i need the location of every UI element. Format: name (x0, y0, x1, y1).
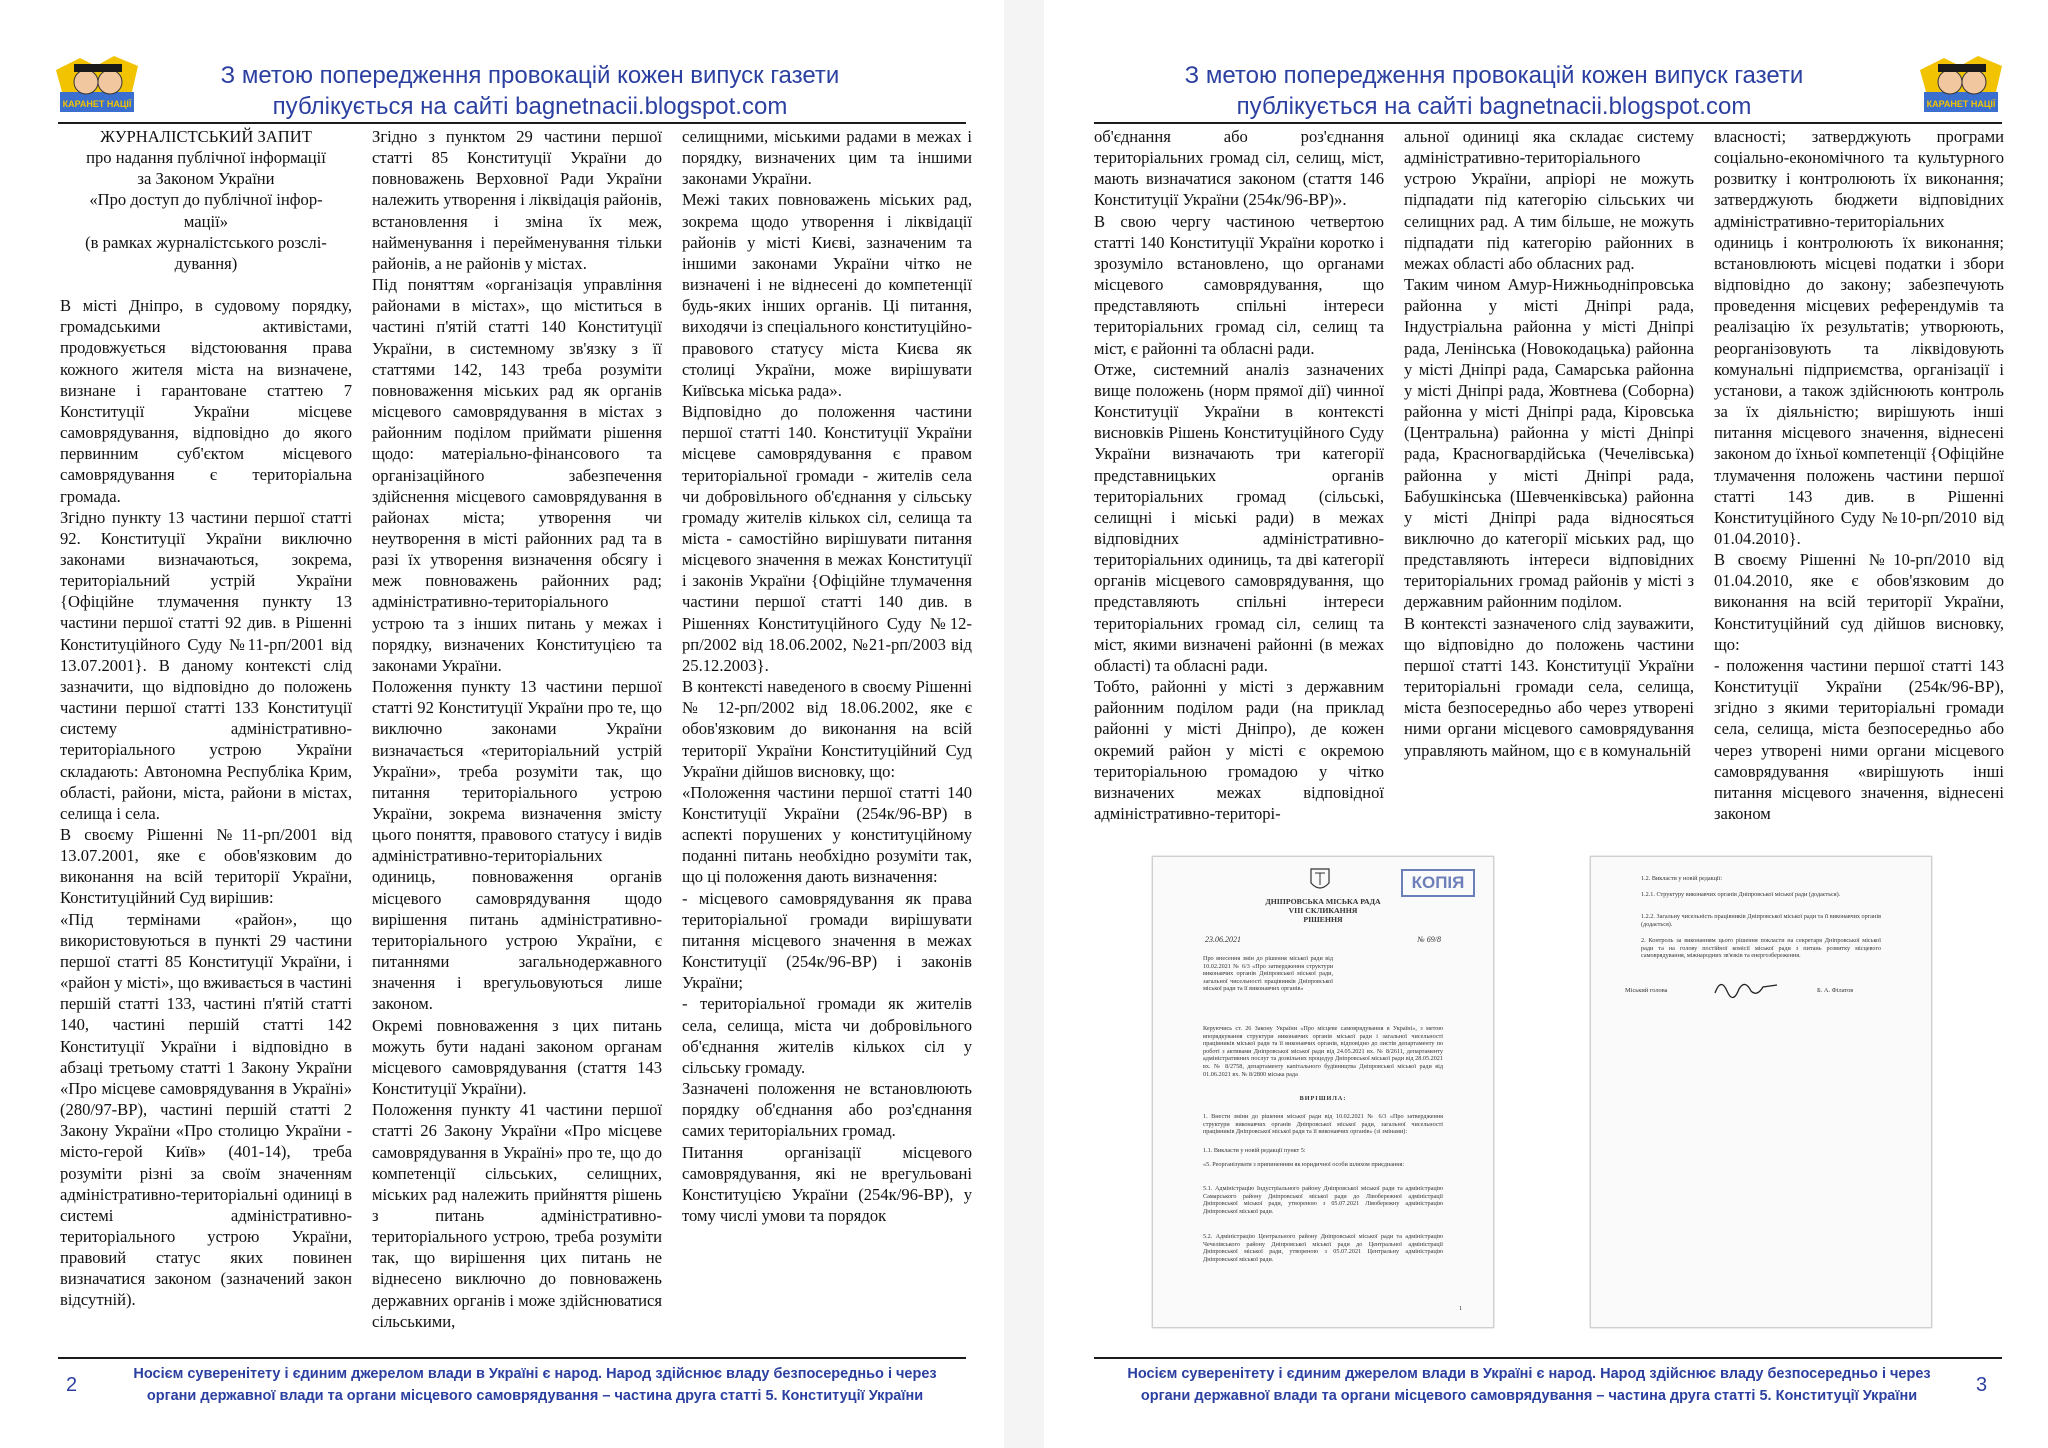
paragraph: Отже, системний аналіз зазначених вище положень (норм прямої дії) чинної Конституції України в контексті висновків Рішень Конституційного Суду України визначають три категорії представницьких органів територіальних громад (сільські, селищні і міські ради) в межах відповідних адміністративно-територіальних одиниць, та дві категорії органів місцевого самоврядування, що представляють спільні інтереси територіальних громад сіл, селищ та міст, якими визначені районні (в межах області) та обласні ради. (1094, 359, 1384, 675)
paragraph: Відповідно до положення частини першої статті 140. Конституції України місцеве самоврядування є правом територіальної громади - жителів села чи добровільного об'єднання у сільську громаду жителів кількох сіл, селища та міста - самостійно вирішувати питання місцевого значення в межах Конституції і законів України {Офіційне тлумачення частини першої статті 140 див. в Рішеннях Конституційного Суду №12-рп/2002 від 18.06.2002, №21-рп/2003 від 25.12.2003}. (682, 402, 972, 675)
signature-icon (1711, 975, 1781, 1001)
paragraph: власності; затверджують програми соціально-економічного та культурного розвитку і контролюють їх виконання; затверджують бюджети відповідних адміністративно-територіальних одиниць і контролюють їх виконання; встановлюють місцеві податки і збори відповідно до закону; забезпечують проведення місцевих референдумів та реалізацію їх результатів; утворюють, реорганізовують та ліквідовують комунальні підприємства, організації і установи, а також здійснюють контроль за їх діяльністю; вирішують інші питання місцевого значення, віднесені законом до їхньої компетенції {Офіційне тлумачення положень частини першої статті 143 див. в Рішенні Конституційного Суду №10-рп/2010 від 01.04.2010}. (1714, 127, 2004, 548)
query-title-line: «Про доступ до публічної інфор- (89, 190, 323, 210)
decision-item-5: «5. Реорганізувати з припиненням як юридичної особи шляхом приєднання: (1203, 1161, 1405, 1168)
footer-quote (100, 1363, 970, 1407)
paragraph: «Під термінами «район», що використовуються в пункті 29 частини першої статті 85 Конституції України, і «район у місті», що вживається в частині першій статті 133, частині п'ятій статті 140, частині першій статті 142 Конституції України і відповідно в абзаці третьому статті 1 Закону України «Про місцеве самоврядування в Україні» (280/97-ВР), частині першій статті 2 Закону України «Про столицю України - місто-герой Київ» (401-14), треба розуміти різні за своїм значенням адміністративно-територіальні одиниці в системі адміністративно-територіального устрою України, правовий статус яких повинен визначатися законом (зазначений закон відсутній). (60, 909, 352, 1310)
page-number: 3 (1976, 1374, 1988, 1396)
top-rule (58, 122, 966, 124)
paragraph: «Положення частини першої статті 140 Конституції України (254к/96-ВР) в аспекті порушених у конституційному поданні питань необхідно розуміти так, що ці положення дають визначення: (682, 782, 972, 887)
query-title-line: мації» (183, 211, 229, 231)
decision-item-5-2: 5.2. Адміністрацію Центрального району Дніпровської міської ради та адміністрацію Чечелівського району Дніпровської міської ради до Центральної адміністрації Дніпровської міської ради, утвореною з 05.07.2021 Центральну адміністрацію Дніпровської міської ради. (1203, 1233, 1443, 1263)
council-name: ДНІПРОВСЬКА МІСЬКА РАДА (1265, 897, 1381, 906)
bottom-rule (58, 1357, 966, 1359)
journalist-query-title (60, 126, 352, 274)
footer-line-1: Носієм суверенітету і єдиним джерелом влади в Україні є народ. Народ здійснює владу безпосередньо і через (1127, 1366, 1931, 1382)
decision-item-1-2-1: 1.2.1. Структуру виконавчих органів Дніпровської міської ради (додається). (1641, 891, 1841, 898)
header-line-2: публікується на сайті bagnetnacii.blogspot.com (272, 93, 788, 120)
paragraph: об'єднання або роз'єднання територіальних громад сіл, селищ, міст, мають визначатися законом (стаття 146 Конституції України (254к/96-ВР)». (1094, 127, 1384, 210)
header-line-1: З метою попередження провокацій кожен випуск газети (220, 62, 840, 89)
footer-line-2: органи державної влади та органи місцевого самоврядування – частина друга статті 5. Конституції України (146, 1388, 924, 1404)
decision-item-1-2-2: 1.2.2. Загальну чисельність працівників Дніпровської міської ради та її виконавчих органів (додається). (1641, 913, 1881, 928)
paragraph: В місті Дніпро, в судовому порядку, громадськими активістами, продовжується відстоювання права кожного жителя міста на визначене, визнане і гарантоване статтею 7 Конституції України місцеве самоврядування, відповідно до якого первинним суб'єктом місцевого самоврядування є територіальна громада. (60, 296, 352, 506)
query-title-line: про надання публічної інформації (86, 148, 326, 168)
scanned-decision-page-2 (1590, 856, 1932, 1328)
paragraph: Таким чином Амур-Нижньодніпровська районна у місті Дніпрі рада, Індустріальна районна у місті Дніпрі рада, Ленінська (Новокодацька) районна у місті Дніпрі рада, Самарська районна у місті Дніпрі рада, Жовтнева (Соборна) районна у місті Дніпрі рада, Кіровська (Центральна) районна у місті Дніпрі рада, Красногвардійська (Чечелівська) районна у місті Дніпрі рада, Бабушкінська (Шевченківська) районна у місті Дніпрі рада відносяться виключно до категорії міських рад, що представляють інтереси відповідних територіальних громад районів у місті з державним районним поділом. (1404, 275, 1694, 612)
header-notice (1084, 60, 1904, 122)
footer-line-1: Носієм суверенітету і єдиним джерелом влади в Україні є народ. Народ здійснює владу безпосередньо і через (133, 1366, 937, 1382)
paragraph: В контексті наведеного в своєму Рішенні № 12-рп/2002 від 18.06.2002, яке є обов'язковим до виконання на всій території України Конституційний Суд України дійшов висновку, що: (682, 677, 972, 781)
paragraph: селищними, міськими радами в межах і порядку, визначених цим та іншими законами України. (682, 127, 972, 189)
left-page (0, 0, 1004, 1448)
decision-item-1: 1. Внести зміни до рішення міської ради від 10.02.2021 № 6/3 «Про затвердження структури виконавчих органів Дніпровської міської ради, загальної чисельності працівників Дніпровської міської ради та її виконавчих органів» (зі змінами): (1203, 1113, 1443, 1136)
query-title-line: (в рамках журналістського розслі- (85, 232, 327, 252)
paragraph: В своєму Рішенні №10-рп/2010 від 01.04.2010, яке є обов'язковим до виконання на всій території України, Конституційний суд дійшов висновку, що: (1714, 550, 2004, 654)
column-1 (60, 126, 352, 1311)
paragraph: В контексті зазначеного слід зауважити, що відповідно до положень частини першої статті 143. Конституції України територіальні громади села, селища, міста безпосередньо або через утворені ними органи місцевого самоврядування управляють майном, що є в комунальній (1404, 613, 1694, 760)
column-1 (1094, 126, 1384, 824)
right-page (1044, 0, 2048, 1448)
coat-of-arms-icon (1303, 867, 1337, 893)
query-title-line: ЖУРНАЛІСТСЬКИЙ ЗАПИТ (100, 127, 312, 146)
decision-number: № 69/8 (1417, 935, 1441, 944)
header-line-1: З метою попередження провокацій кожен випуск газети (1184, 62, 1804, 89)
decision-header (1193, 897, 1453, 924)
paragraph: Положення пункту 41 частини першої статті 26 Закону України «Про місцеве самоврядування в Україні» про те, що до компетенції сільських, селищних, міських рад належить прийняття рішень з питань адміністративно-територіального устрою, треба розуміти так, що вирішення цих питань не віднесено виключно до повноважень державних органів і може здійснюватися сільськими, (372, 1100, 662, 1331)
paragraph: Згідно пункту 13 частини першої статті 92. Конституції України виключно законами визначаються, зокрема, територіальний устрій України {Офіційне тлумачення пункту 13 частини першої статті 92 див. в Рішенні Конституційного Суду №11-рп/2001 від 13.07.2001}. В даному контексті слід зазначити, що відповідно до положень частини першої статті 133 Конституції систему адміністративно-територіального устрою України складають: Автономна Республіка Крим, області, райони, міста, райони в містах, селища і села. (60, 507, 352, 823)
resolved-heading: ВИРІШИЛА: (1299, 1095, 1347, 1102)
decision-item-2: 2. Контроль за виконанням цього рішення покласти на секретаря Дніпровської міської ради та на голову постійної комісії міської ради з питань розвитку місцевого самоврядування, міжнародних зв'язків та енергозбереження. (1641, 937, 1881, 960)
paragraph: - територіальної громади як жителів села, селища, міста чи добровільного об'єднання жителів кількох сіл у сільську громаду. (682, 994, 972, 1077)
column-3 (1714, 126, 2004, 824)
paragraph: - положення частини першої статті 143 Конституції України (254к/96-ВР), згідно з якими територіальні громади села, селища, міста безпосередньо або через утворені ними органи місцевого самоврядування «вирішують інші питання місцевого значення, віднесені законом (1714, 655, 2004, 823)
top-rule (1094, 122, 2002, 124)
paragraph: Зазначені положення не встановлюють порядку об'єднання або роз'єднання самих територіальних громад. (682, 1079, 972, 1141)
decision-date: 23.06.2021 (1205, 935, 1241, 944)
convocation: VIII СКЛИКАННЯ (1288, 906, 1358, 915)
svg-text:КАРАНЕТ НАЦІЇ: КАРАНЕТ НАЦІЇ (62, 99, 132, 109)
decision-title: РІШЕННЯ (1303, 915, 1343, 924)
doc-page-mark: 1 (1459, 1305, 1463, 1312)
footer-quote (1094, 1363, 1964, 1407)
paragraph: альної одиниці яка складає систему адміністративно-територіального устрою України, апріорі не можуть підпадати під категорію сільських чи селищних рад. А тим більше, не можуть підпадати під категорію районних в межах області або обласних рад. (1404, 127, 1694, 273)
newspaper-logo (1916, 52, 2006, 122)
newspaper-logo (52, 52, 142, 122)
mayor-label: Міський голова (1625, 987, 1668, 994)
paragraph: Окремі повноваження з цих питань можуть бути надані законом органам місцевого самоврядування (стаття 143 Конституції України). (372, 1015, 662, 1099)
paragraph: Тобто, районні у місті з державним районним поділом ради (на приклад районні у місті Дніпро), де кожен окремий район у місті є окремою територіальною громадою у чітко визначених межах відповідної адміністративно-територі- (1094, 677, 1384, 823)
decision-item-5-1: 5.1. Адміністрацію Індустріального району Дніпровської міської ради та адміністрацію Самарського району Дніпровської міської ради до Лівобережної адміністрації Дніпровської міської ради, утвореною з 05.07.2021 Лівобережну адміністрацію Дніпровської міської ради. (1203, 1185, 1443, 1215)
decision-preamble: Керуючись ст. 26 Закону України «Про місцеве самоврядування в Україні», з метою впорядкування структури виконавчих органів міської ради і загальної чисельності працівників міської ради та її виконавчих органів, відповідно до листів департаменту по роботі з активами Дніпровської міської ради від 24.05.2021 вх. № 8/2611, департаменту адміністративних послуг та дозвільних процедур Дніпровської міської ради від 28.05.2021 вх. № 8/2758, департаменту капітального будівництва Дніпровської міської ради від 01.06.2021 вх. № 8/2800 міська рада (1203, 1025, 1443, 1078)
header-notice (160, 60, 900, 122)
paragraph: В своєму Рішенні №11-рп/2001 від 13.07.2001, яке є обов'язковим до виконання на всій території України, Конституційний Суд вирішив: (60, 825, 352, 908)
mayor-name: Б. А. Філатов (1817, 987, 1854, 994)
paragraph: Межі таких повноважень міських рад, зокрема щодо утворення і ліквідації районів у місті Києві, зазначеним та іншими законами України чітко не визначені і не віднесені до компетенції будь-яких інших органів. Ці питання, виходячи із спеціального конституційно-правового статусу міста Києва як столиці України, може вирішувати Київська міська рада». (682, 190, 972, 400)
decision-item-1-1: 1.1. Викласти у новій редакції пункт 5: (1203, 1147, 1306, 1154)
footer-line-2: органи державної влади та органи місцевого самоврядування – частина друга статті 5. Конституції України (1140, 1388, 1918, 1404)
copy-stamp: КОПІЯ (1401, 869, 1475, 897)
paragraph: Положення пункту 13 частини першої статті 92 Конституції України про те, що виключно законами України визначається «територіальний устрій України», треба розуміти так, що питання територіального устрою України, зокрема визначення змісту цього поняття, правового статусу і видів адміністративно-територіальних одиниць, повноваження органів місцевого самоврядування щодо вирішення питань адміністративно-територіального устрою України, є питаннями загальнодержавного значення і врегульовуються лише законом. (372, 677, 662, 1014)
bottom-rule (1094, 1357, 2002, 1359)
svg-text:КАРАНЕТ НАЦІЇ: КАРАНЕТ НАЦІЇ (1926, 99, 1996, 109)
scanned-decision-page-1 (1152, 856, 1494, 1328)
query-title-line: дування) (174, 253, 238, 273)
paragraph: Питання організації місцевого самоврядування, які не врегульовані Конституцією України (254к/96-ВР), у тому числі умови та порядок (682, 1142, 972, 1225)
paragraph: Згідно з пунктом 29 частини першої статті 85 Конституції України до повноважень Верховної Ради України належить утворення і ліквідація районів, встановлення і зміна їх меж, найменування і перейменування тільки районів, а не районів у містах. (372, 127, 662, 273)
paragraph: В свою чергу частиною четвертою статті 140 Конституції України коротко і зрозуміло встановлено, що органами місцевого самоврядування, що представляють спільні інтереси територіальних громад сіл, селищ та міст, є районні та обласні ради. (1094, 211, 1384, 358)
page-number: 2 (66, 1374, 78, 1396)
paragraph: - місцевого самоврядування як права територіальної громади вирішувати питання місцевого значення в межах Конституції (254к/96-ВР) і законів України; (682, 888, 972, 993)
decision-subject: Про внесення змін до рішення міської ради від 10.02.2021 № 6/3 «Про затвердження структури виконавчих органів Дніпровської міської ради, загальної чисельності працівників Дніпровської міської ради та її виконавчих органів» (1203, 955, 1333, 993)
page-gutter (1004, 0, 1044, 1448)
header-line-2: публікується на сайті bagnetnacii.blogspot.com (1236, 93, 1752, 120)
column-2 (372, 126, 662, 1332)
paragraph: Під поняттям «організація управління районами в містах», що міститься в частині п'ятій статті 140 Конституції України, в системному зв'язку з її статтями 142, 143 треба розуміти повноваження міських рад як органів місцевого самоврядування в містах з районним поділом приймати рішення щодо: матеріально-фінансового та організаційного забезпечення здійснення місцевого самоврядування в районах міста; утворення чи неутворення в місті районних рад та в разі їх утворення визначення обсягу і меж повноважень районних рад; адміністративно-територіального устрою та з інших питань у межах і порядку, визначених Конституцією та законами України. (372, 275, 662, 675)
column-3 (682, 126, 972, 1226)
decision-item-1-2: 1.2. Викласти у новій редакції: (1641, 875, 1723, 882)
query-title-line: за Законом України (137, 169, 275, 189)
column-2 (1404, 126, 1694, 761)
